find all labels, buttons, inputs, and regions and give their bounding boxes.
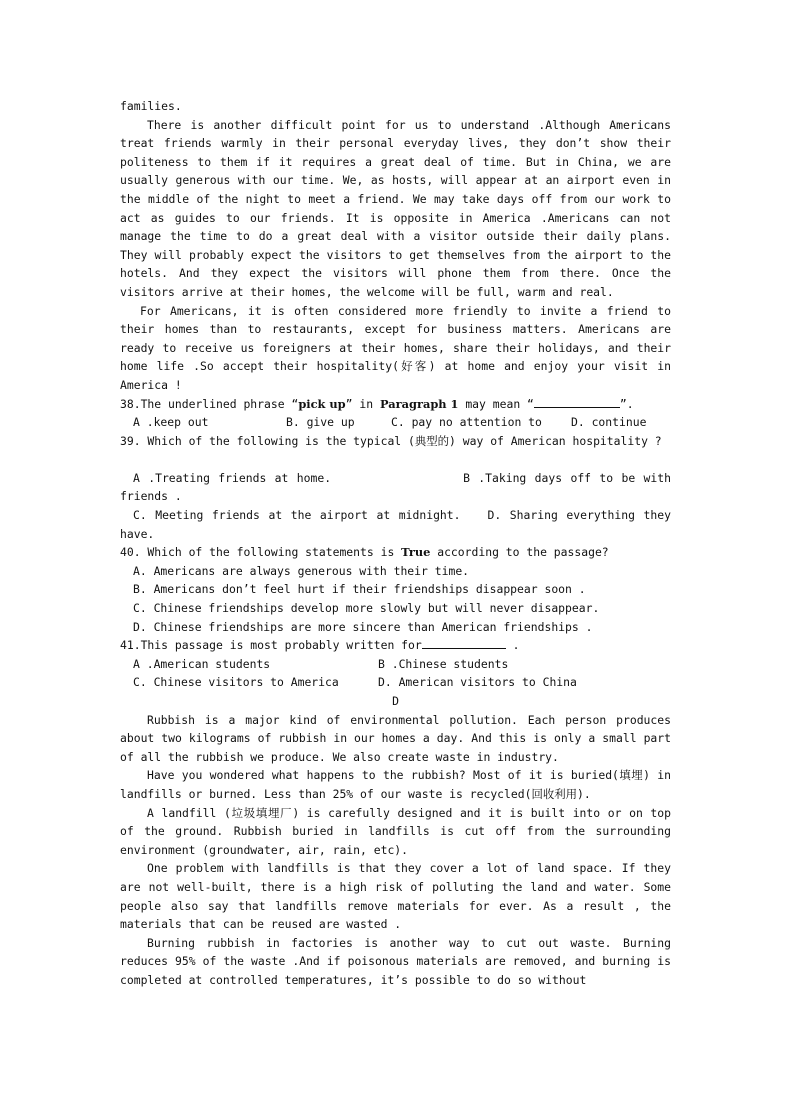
passage-c-paragraph-1: There is another difficult point for us to understand .Although Americans treat friends warmly in their personal everyday lives, they don’t show their politeness to them if it requires a great deal of time. But in China, we are usually generous with our time. We, as hosts, will appear at an airport even in the middle of the night to meet a friend. We may take days off from our work to act as guides to our friends. It is opposite in America .Americans can not manage the time to do a great deal with a visitor outside their daily plans. They will probably expect the visitors to get themselves from the airport to the hotels. And they expect the visitors will phone them from there. Once the visitors arrive at their homes, the welcome will be full, warm and real. (120, 117, 671, 299)
q38-option-a[interactable]: A .keep out (133, 415, 209, 430)
q41-options-cd (120, 673, 671, 692)
q41-option-a[interactable]: A .American students (133, 656, 271, 671)
q38-stem-b: ” in (345, 396, 380, 411)
q38-option-c[interactable]: C. pay no attention to (391, 415, 542, 430)
question-40-stem (120, 543, 671, 562)
q40-stem-a: 40. Which of the following statements is (120, 545, 402, 560)
q40-option-a[interactable]: A. Americans are always generous with their time. (133, 563, 470, 578)
q39-option-c[interactable]: C. Meeting friends at the airport at midnight. (133, 508, 461, 523)
q41-answer-blank[interactable] (422, 636, 506, 649)
passage-d-paragraph-1: Rubbish is a major kind of environmental pollution. Each person produces about two kilograms of rubbish in our homes a day. And this is only a small part of all the rubbish we produce. We also create waste in industry. (120, 712, 671, 764)
q40-stem-b: according to the passage? (430, 545, 609, 560)
passage-c-tail: families. (120, 99, 182, 113)
q38-answer-blank[interactable] (534, 395, 620, 408)
q39-spacer (120, 450, 671, 469)
q41-options-ab (120, 655, 671, 674)
q38-options (120, 413, 671, 432)
q39-options-ab (120, 469, 671, 506)
q41-stem-b: . (505, 638, 520, 653)
passage-c-paragraph-2: For Americans, it is often considered more friendly to invite a friend to their homes than to restaurants, except for business matters. Americans are ready to receive us foreigners at their homes, share their holidays, and their home life .So accept their hospitality(好客) at home and enjoy your visit in America ! (120, 303, 671, 392)
document-page (120, 97, 671, 990)
question-41-stem (120, 636, 671, 655)
q41-option-d[interactable]: D. American visitors to China (378, 675, 577, 690)
q38-bold-phrase: pick up (298, 396, 346, 411)
q40-option-b[interactable]: B. Americans don’t feel hurt if their friendships disappear soon . (133, 582, 586, 597)
q38-option-b[interactable]: B. give up (286, 415, 355, 430)
q39-option-a[interactable]: A .Treating friends at home. (133, 470, 332, 485)
question-38-stem (120, 395, 671, 414)
q38-option-d[interactable]: D. continue (571, 415, 647, 430)
q40-bold-word: True (401, 545, 431, 560)
q39-option-b[interactable]: B .Taking days off to be with friends . (120, 470, 671, 504)
q38-stem-d: ”. (619, 396, 634, 411)
q39-option-d[interactable]: D. Sharing everything they have. (120, 508, 671, 541)
q41-stem-a: 41.This passage is most probably written for (120, 638, 422, 653)
q38-stem-a: 38.The underlined phrase “ (120, 396, 299, 411)
q40-option-d[interactable]: D. Chinese friendships are more sincere than American friendships . (133, 619, 593, 634)
q40-option-c[interactable]: C. Chinese friendships develop more slowly but will never disappear. (133, 601, 600, 616)
passage-d-paragraph-2: Have you wondered what happens to the rubbish? Most of it is buried(填埋) in landfills or burned. Less than 25% of our waste is recycled(回收利用). (120, 768, 671, 801)
q39-options-cd (120, 506, 671, 543)
passage-d-letter: D (392, 694, 399, 708)
q38-stem-c: may mean “ (458, 396, 534, 411)
q41-option-c[interactable]: C. Chinese visitors to America (133, 675, 339, 690)
q41-option-b[interactable]: B .Chinese students (378, 656, 509, 671)
passage-d-paragraph-3: A landfill (垃圾填埋厂) is carefully designed and it is built into or on top of the ground. Rubbish buried in landfills is cut off from the surrounding environment (groundwater, air, rain, etc). (120, 805, 671, 857)
q38-bold-paragraph: Paragraph 1 (379, 396, 459, 411)
passage-d-paragraph-5: Burning rubbish in factories is another way to cut out waste. Burning reduces 95% of the waste .And if poisonous materials are removed, and burning is completed at controlled temperatures, it’s possible to do so without (120, 935, 671, 987)
question-39-stem: 39. Which of the following is the typical (典型的) way of American hospitality ? (120, 433, 662, 448)
passage-d-paragraph-4: One problem with landfills is that they cover a lot of land space. If they are not well-built, there is a high risk of polluting the land and water. Some people also say that landfills remove materials for ever. As a result , the materials that can be reused are wasted . (120, 861, 671, 932)
